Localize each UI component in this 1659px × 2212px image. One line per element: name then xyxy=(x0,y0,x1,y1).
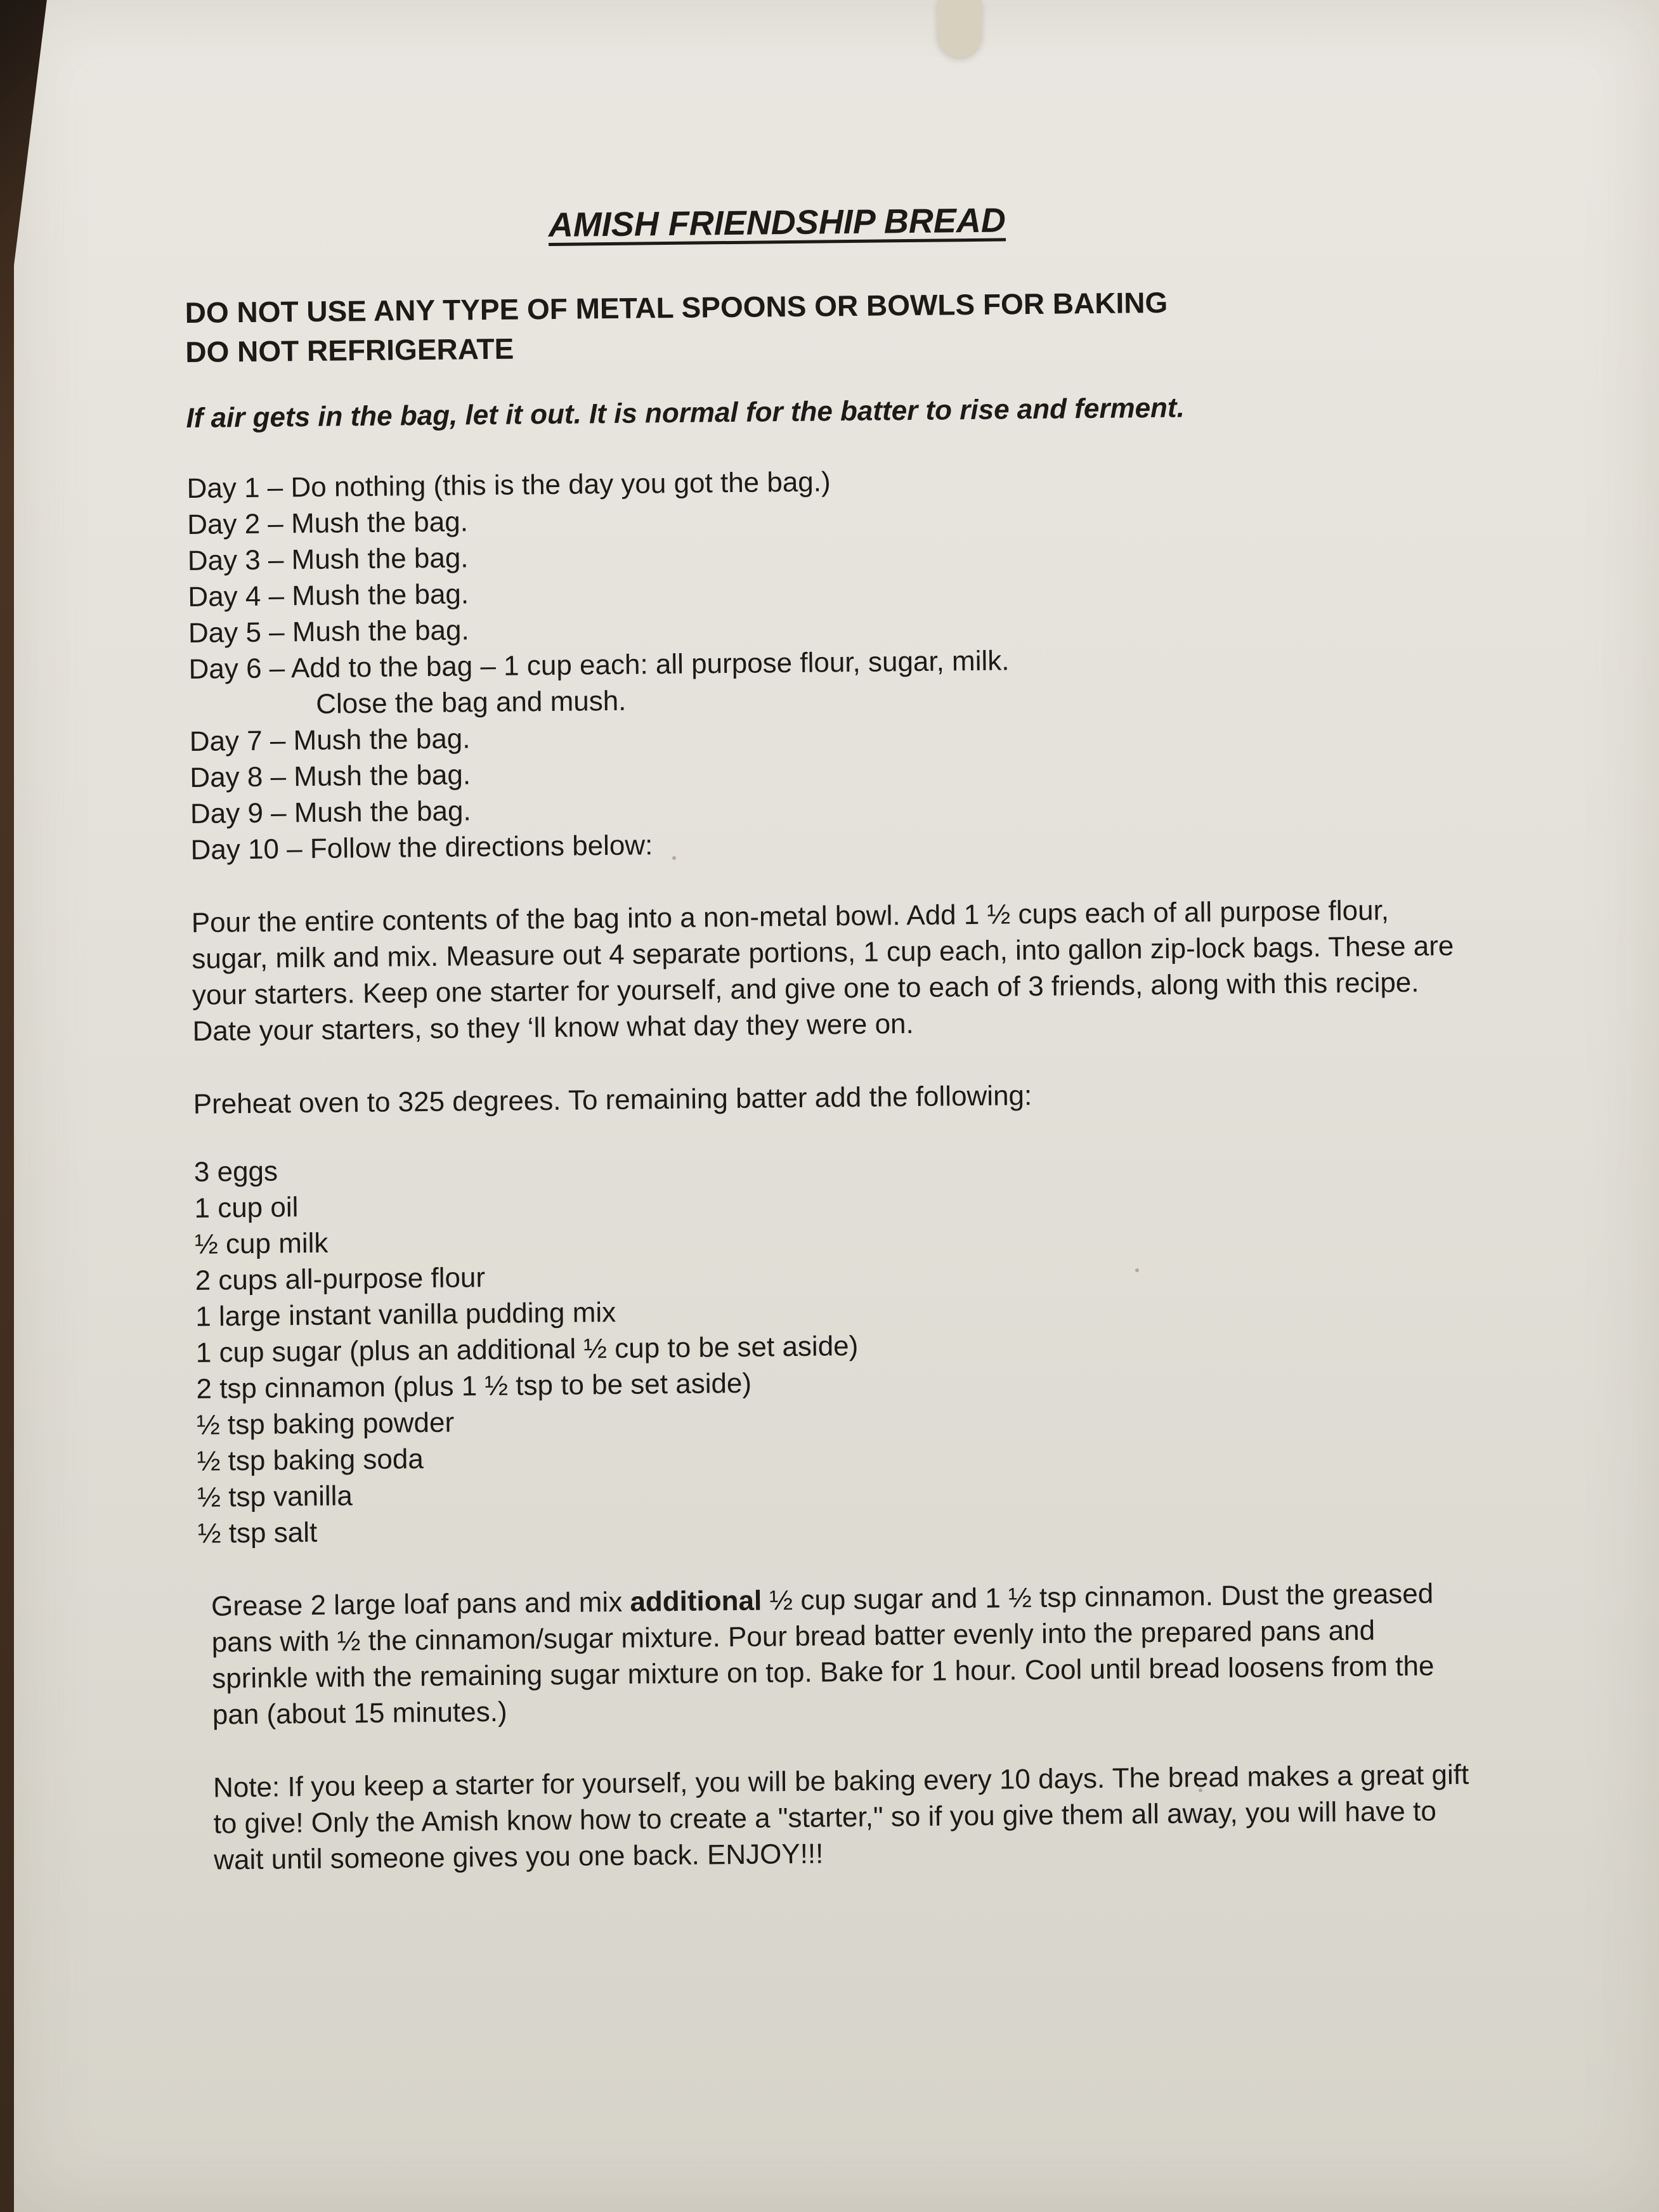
ingredient-item: 1 cup sugar (plus an additional ½ cup to be set aside) xyxy=(195,1330,859,1369)
day-item: Day 2 – Mush the bag. xyxy=(186,506,469,540)
day-item: Day 7 – Mush the bag. xyxy=(189,723,471,757)
ingredient-item: ½ tsp salt xyxy=(197,1516,318,1549)
day-item: Day 6 – Add to the bag – 1 cup each: all purpose flour, sugar, milk. xyxy=(188,645,1010,685)
day-item: Day 8 – Mush the bag. xyxy=(190,759,471,793)
day-item: Day 3 – Mush the bag. xyxy=(187,542,469,576)
day-item: Day 4 – Mush the bag. xyxy=(188,578,469,613)
day-item: Day 5 – Mush the bag. xyxy=(188,615,469,649)
ingredient-item: 2 cups all-purpose flour xyxy=(195,1262,486,1296)
day-item-continuation: Close the bag and mush. xyxy=(315,685,627,720)
grease-emphasis: additional xyxy=(630,1585,762,1618)
final-note: Note: If you keep a starter for yourself, you will be baking every 10 days. The bread makes a great gift to give! Only the Amish know how to create a "starter," so if you give them all away, you will have to wait until someone gives you one back. ENJOY!!! xyxy=(212,1759,1469,1876)
warning-refrigerate: DO NOT REFRIGERATE xyxy=(185,332,514,368)
recipe-title: AMISH FRIENDSHIP BREAD xyxy=(548,201,1006,244)
preheat-instruction: Preheat oven to 325 degrees. To remaining batter add the following: xyxy=(193,1080,1032,1120)
paper-tear xyxy=(937,0,982,57)
grease-text-start: Grease 2 large loaf pans and mix xyxy=(211,1586,630,1622)
recipe-document xyxy=(184,196,1476,1878)
day-item: Day 10 – Follow the directions below: xyxy=(190,829,653,866)
pour-paragraph: Pour the entire contents of the bag into a non-metal bowl. Add 1 ½ cups each of all purpose flour, sugar, milk and mix. Measure out 4 separate portions, 1 cup each, into gallon zip-lock bags. These are your starters. Keep one starter for yourself, and give one to each of 3 friends, along with this recipe. Date your starters, so they ‘ll know what day they were on. xyxy=(191,895,1454,1047)
ingredient-item: 1 cup oil xyxy=(194,1192,299,1224)
grease-text-end: ½ cup sugar and 1 ½ tsp cinnamon. Dust the greased pans with ½ the cinnamon/sugar mixture. Pour bread batter evenly into the prepared pans and sprinkle with the remaining sugar mixture on top. Bake for 1 hour. Cool until bread loosens from the pan (about 15 minutes.) xyxy=(211,1578,1435,1731)
ingredient-list xyxy=(194,1141,1473,1552)
warning-metal: DO NOT USE ANY TYPE OF METAL SPOONS OR BOWLS FOR BAKING xyxy=(185,285,1168,329)
ingredient-item: 3 eggs xyxy=(193,1155,278,1188)
day-schedule xyxy=(186,457,1465,868)
ingredient-item: 1 large instant vanilla pudding mix xyxy=(195,1296,616,1332)
ingredient-item: ½ tsp baking soda xyxy=(197,1443,424,1477)
ingredient-item: ½ cup milk xyxy=(194,1227,329,1260)
ingredient-item: ½ tsp vanilla xyxy=(197,1480,353,1513)
air-note: If air gets in the bag, let it out. It is normal for the batter to rise and ferment. xyxy=(186,392,1185,434)
day-item: Day 1 – Do nothing (this is the day you got the bag.) xyxy=(186,466,831,504)
day-item: Day 9 – Mush the bag. xyxy=(190,795,471,829)
grease-instructions xyxy=(211,1575,1474,1733)
ingredient-item: ½ tsp baking powder xyxy=(196,1407,455,1441)
ingredient-item: 2 tsp cinnamon (plus 1 ½ tsp to be set aside) xyxy=(196,1367,752,1405)
